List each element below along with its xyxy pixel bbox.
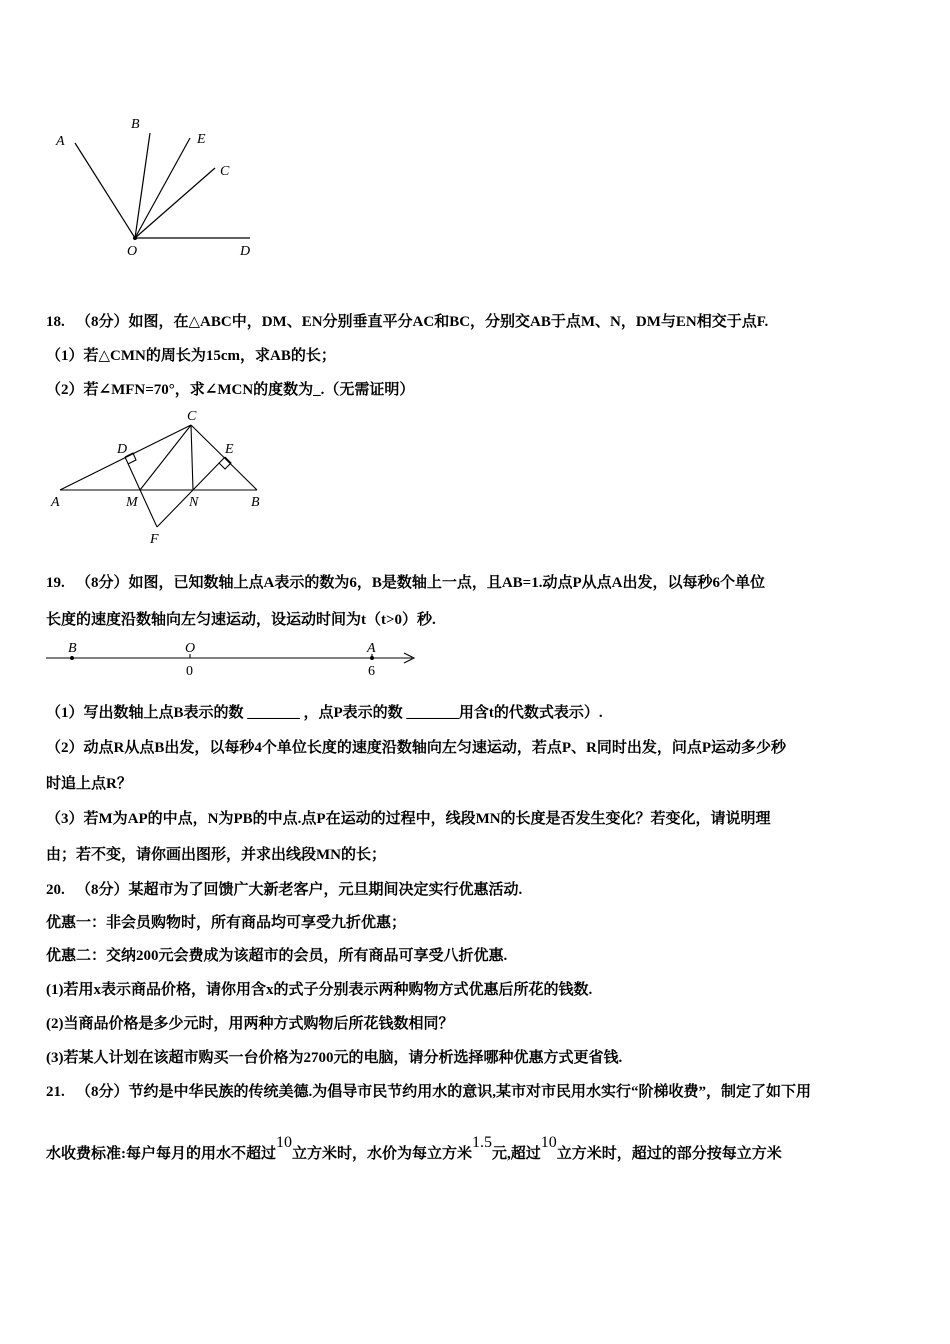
- point-A: [370, 656, 374, 660]
- q20-line1: 20. （8分）某超市为了回馈广大新老客户，元旦期间决定实行优惠活动.: [46, 882, 523, 898]
- label-B: B: [68, 641, 77, 656]
- q21-text-d: 立方米时，超过的部分按每立方米: [556, 1146, 782, 1162]
- label-C: C: [220, 164, 230, 179]
- ray-OB: [135, 133, 150, 238]
- q19-sub3-b: 由；若不变，请你画出图形，并求出线段MN的长；: [46, 847, 386, 863]
- q19-sub2-a: （2）动点R从点B出发，以每秒4个单位长度的速度沿数轴向左匀速运动，若点P、R同时出发，问点P运动多少秒: [46, 740, 786, 756]
- q18-line3: （2）若∠MFN=70°，求∠MCN的度数为_.（无需证明）: [46, 382, 415, 398]
- label-O: O: [127, 244, 138, 259]
- q21-value-10a: 10: [276, 1134, 292, 1151]
- number-line-figure: [40, 638, 430, 680]
- q19-sub3-a: （3）若M为AP的中点，N为PB的中点.点P在运动的过程中，线段MN的长度是否发生变化？若变化，请说明理: [46, 811, 771, 827]
- ray-OA: [75, 143, 135, 238]
- q21-text-a: 水收费标准:每户每月的用水不超过: [46, 1146, 276, 1162]
- q21-line2: [46, 1134, 782, 1164]
- q20-line6: (3)若某人计划在该超市购买一台价格为2700元的电脑，请分析选择哪种优惠方式更省钱.: [46, 1050, 623, 1066]
- label-O: O: [185, 641, 196, 656]
- q19-line1: 19. （8分）如图，已知数轴上点A表示的数为6，B是数轴上一点，且AB=1.动点P从点A出发，以每秒6个单位: [46, 575, 765, 591]
- segment-EF: [157, 457, 225, 527]
- label-E: E: [225, 442, 234, 457]
- q20-line4: (1)若用x表示商品价格，请你用含x的式子分别表示两种购物方式优惠后所花的钱数.: [46, 982, 593, 998]
- q19-sub1: （1）写出数轴上点B表示的数 _______ ，点P表示的数 _______用含t的代数式表示）.: [46, 705, 603, 721]
- q19-line2: 长度的速度沿数轴向左匀速运动，设运动时间为t（t>0）秒.: [46, 612, 436, 628]
- triangle-figure: [45, 405, 285, 550]
- q20-line5: (2)当商品价格是多少元时，用两种方式购物后所花钱数相同？: [46, 1016, 454, 1032]
- q20-line3: 优惠二：交纳200元会费成为该超市的会员，所有商品可享受八折优惠.: [46, 948, 508, 964]
- tick-label-0: 0: [186, 664, 193, 679]
- label-F: F: [150, 532, 159, 547]
- segment-DF: [125, 457, 157, 527]
- tick-label-6: 6: [368, 664, 375, 679]
- label-C: C: [187, 409, 197, 424]
- label-D: D: [117, 442, 128, 457]
- segment-CN: [191, 425, 193, 490]
- q21-value-10b: 10: [540, 1134, 557, 1151]
- label-A: A: [51, 495, 60, 510]
- angle-rays-figure: [40, 105, 280, 270]
- label-B: B: [251, 495, 260, 510]
- label-A: A: [367, 641, 376, 656]
- q21-line1: 21. （8分）节约是中华民族的传统美德.为倡导市民节约用水的意识,某市对市民用水实行“阶梯收费”，制定了如下用: [46, 1084, 812, 1100]
- label-M: M: [126, 495, 138, 510]
- ray-OE: [135, 138, 190, 238]
- ray-OC: [135, 168, 215, 238]
- q18-line2: （1）若△CMN的周长为15cm，求AB的长；: [46, 348, 336, 364]
- label-D: D: [240, 244, 251, 259]
- label-N: N: [189, 495, 199, 510]
- q19-sub2-b: 时追上点R？: [46, 776, 132, 792]
- q21-text-b: 立方米时，水价为每立方米: [292, 1146, 473, 1162]
- label-A: A: [56, 134, 65, 149]
- label-B: B: [131, 117, 140, 132]
- q18-line1: 18. （8分）如图，在△ABC中，DM、EN分别垂直平分AC和BC，分别交AB于点M、N，DM与EN相交于点F.: [46, 314, 769, 330]
- label-E: E: [197, 132, 206, 147]
- point-B: [70, 656, 74, 660]
- segment-CM: [140, 425, 191, 490]
- q21-text-c: 元,超过: [492, 1146, 541, 1162]
- q20-line2: 优惠一：非会员购物时，所有商品均可享受九折优惠；: [46, 915, 407, 931]
- q21-value-1-5: 1.5: [472, 1134, 493, 1151]
